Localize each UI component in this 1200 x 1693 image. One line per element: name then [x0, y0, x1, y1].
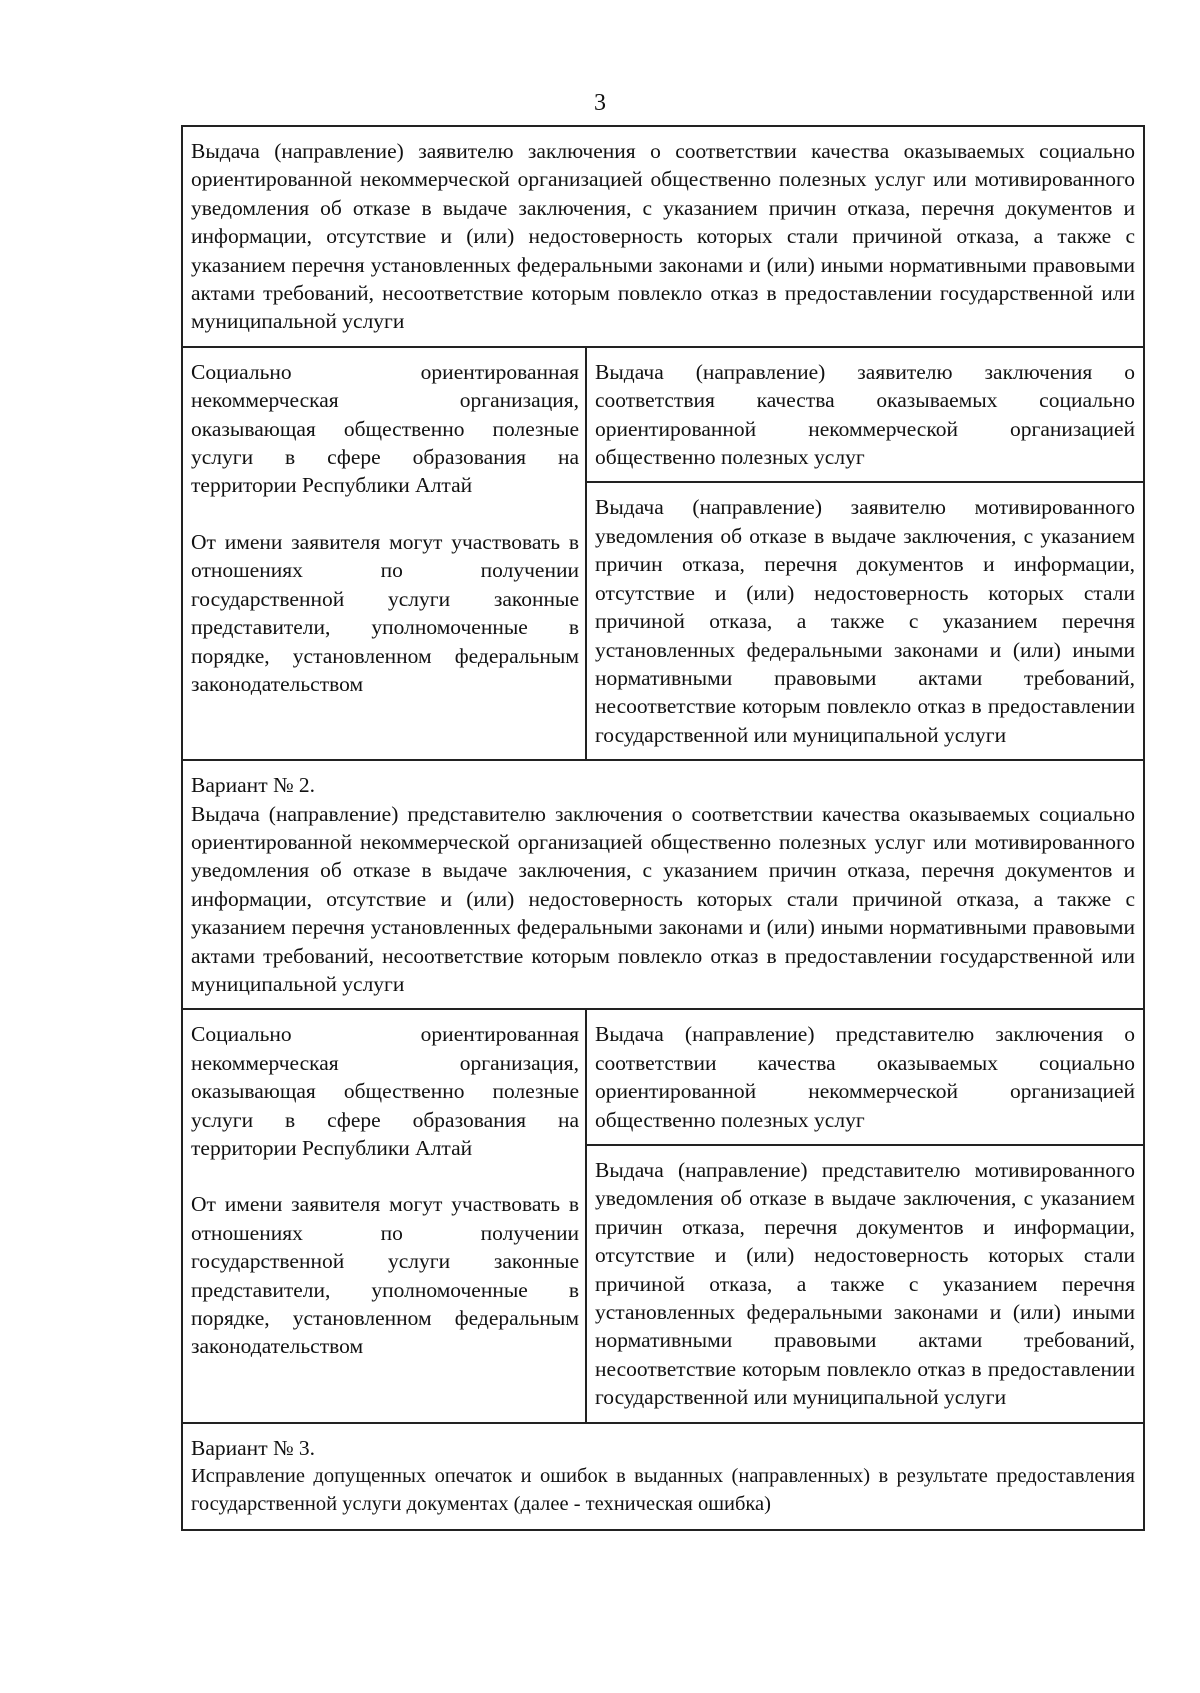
- variant-2-result-positive: Выдача (направление) представителю заключения о соответствии качества оказываемых социально ориентированной некоммерческой организацией общественно полезных услуг: [595, 1022, 1135, 1132]
- variant-1-applicant-cell: [183, 348, 587, 759]
- variant-2-detail-row: [183, 1008, 1143, 1421]
- variant-3-title: Вариант № 3.: [191, 1435, 315, 1460]
- variant-1-result-positive: Выдача (направление) заявителю заключения о соответствия качества оказываемых социально ориентированной некоммерческой организацией общественно полезных услуг: [595, 359, 1135, 470]
- variant-2-title: Вариант № 2.: [191, 773, 315, 798]
- variant-1-applicant-org: Социально ориентированная некоммерческая организация, оказывающая общественно полезные услуги в сфере образования на территории Республики Алтай: [191, 359, 579, 498]
- variant-2-heading-row: [183, 759, 1143, 1008]
- page-number: 3: [594, 90, 606, 116]
- variant-2-result-refusal: Выдача (направление) представителю мотивированного уведомления об отказе в выдаче заключения, с указанием причин отказа, перечня документов и информации, отсутствие и (или) недостоверность которых стали причиной отказа, а также с указанием перечня установленных федеральными законами и (или) иными нормативными правовыми актами требований, несоответствие которым повлекло отказ в предоставлении государственной или муниципальной услуги: [587, 1144, 1143, 1422]
- variants-table: [181, 125, 1145, 1531]
- variant-1-applicant-representatives: От имени заявителя могут участвовать в отношениях по получении государственной услуги законные представители, уполномоченные в порядке, установленном федеральным законодательством: [191, 529, 579, 696]
- variant-3-heading: Исправление допущенных опечаток и ошибок в выданных (направленных) в результате предоставления государственной услуги документах (далее - техническая ошибка): [191, 1465, 1135, 1516]
- variant-2-results-cell: [587, 1010, 1143, 1421]
- variant-2-applicant-representatives: От имени заявителя могут участвовать в отношениях по получении государственной услуги законные представители, уполномоченные в порядке, установленном федеральным законодательством: [191, 1192, 579, 1359]
- variant-2-heading: Выдача (направление) представителю заключения о соответствии качества оказываемых социально ориентированной некоммерческой организацией общественно полезных услуг или мотивированного уведомления об отказе в выдаче заключения, с указанием причин отказа, перечня документов и информации, отсутствие и (или) недостоверность которых стали причиной отказа, а также с указанием перечня установленных федеральными законами и (или) иными нормативными правовыми актами требований, несоответствие которым повлекло отказ в предоставлении государственной или муниципальной услуги: [191, 801, 1135, 996]
- variant-2-applicant-org: Социально ориентированная некоммерческая организация, оказывающая общественно полезные услуги в сфере образования на территории Республики Алтай: [191, 1022, 579, 1160]
- variant-2-applicant-cell: [183, 1010, 587, 1421]
- variant-3-heading-row: [183, 1422, 1143, 1529]
- variant-1-result-refusal: Выдача (направление) заявителю мотивированного уведомления об отказе в выдаче заключения, с указанием причин отказа, перечня документов и информации, отсутствие и (или) недостоверность которых стали причиной отказа, а также с указанием перечня установленных федеральными законами и (или) иными нормативными правовыми актами требований, несоответствие которым повлекло отказ в предоставлении государственной или муниципальной услуги: [587, 481, 1143, 759]
- variant-1-results-cell: [587, 348, 1143, 759]
- variant-1-heading: Выдача (направление) заявителю заключения о соответствии качества оказываемых социально ориентированной некоммерческой организацией общественно полезных услуг или мотивированного уведомления об отказе в выдаче заключения, с указанием причин отказа, перечня документов и информации, отсутствие и (или) недостоверность которых стали причиной отказа, а также с указанием перечня установленных федеральными законами и (или) иными нормативными правовыми актами требований, несоответствие которым повлекло отказ в предоставлении государственной или муниципальной услуги: [191, 139, 1135, 334]
- variant-1-heading-row: [183, 127, 1143, 346]
- variant-1-detail-row: [183, 346, 1143, 759]
